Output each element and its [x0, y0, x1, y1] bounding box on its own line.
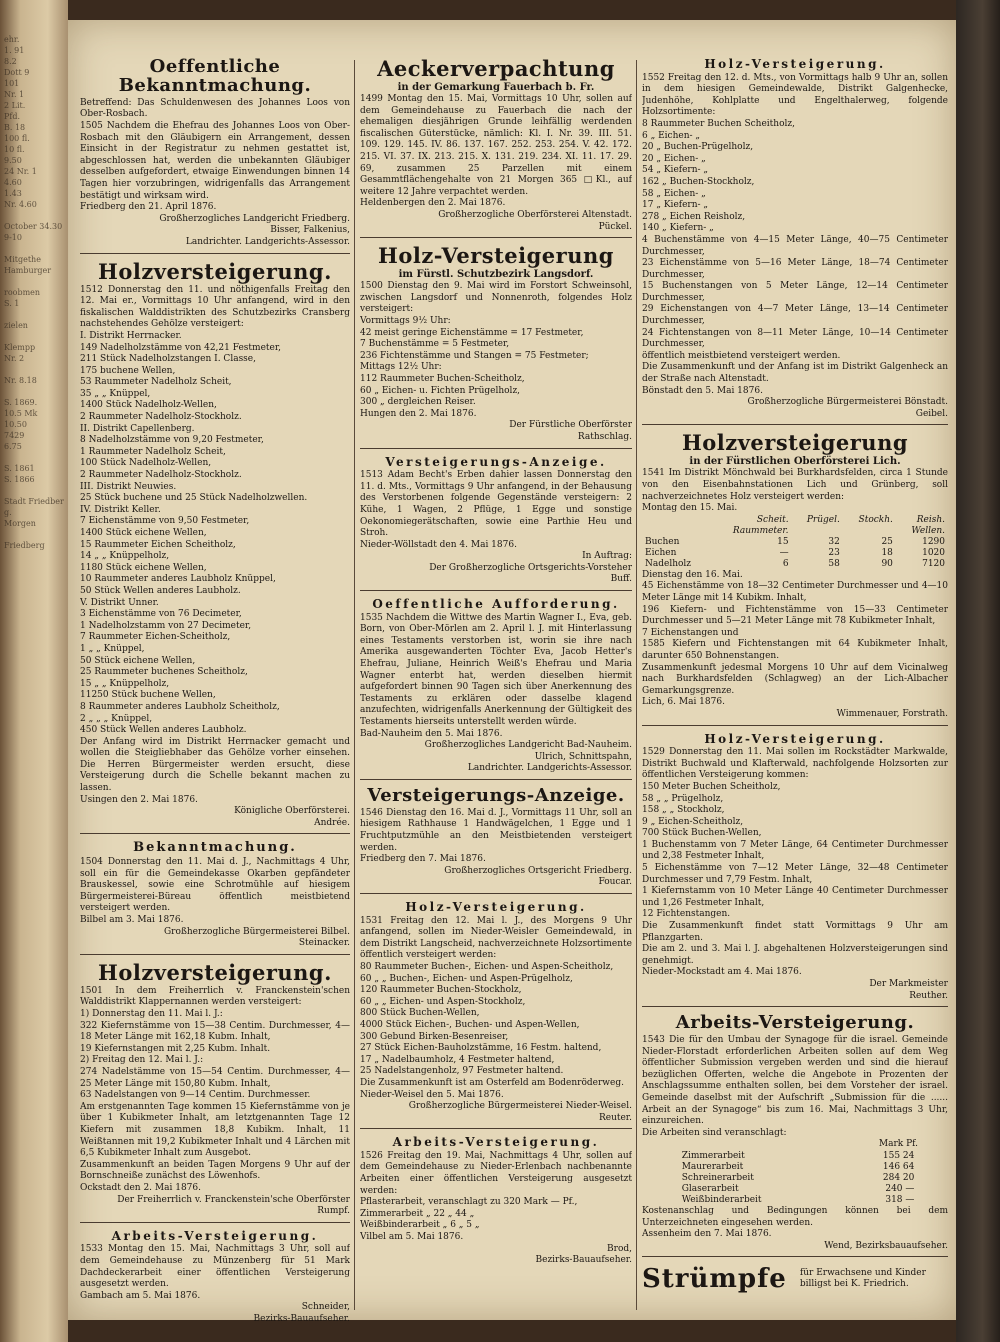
notice-signature: Der Markmeister Reuther. [869, 979, 948, 1001]
notice-signature: Der Fürstliche Oberförster Rathschlag. [509, 420, 632, 442]
table-row [679, 1151, 918, 1162]
notice-title: Holzversteigerung [681, 430, 909, 456]
wood-table [642, 515, 948, 570]
advert-text: für Erwachsene und Kinder billigst bei K. Friedrich. [799, 1268, 926, 1290]
notice-schuldenwesen [80, 54, 350, 254]
notice-text: 1546 Dienstag den 16. Mai d. J., Vormittags 11 Uhr, soll an hiesigem Rathhause 1 Handwägelchen, 1 Egge und 1 Fruchtputzmühle an den Meistbietenden versteigert werden. Friedberg den 7. Mai 1876. [360, 807, 632, 865]
notice-arbeits-versteigerung-synagoge [642, 1010, 948, 1257]
notice-title: Aeckerverpachtung [377, 56, 615, 81]
table-cell: 90 [881, 558, 893, 569]
notice-holz-versteigerung-mockstadt [642, 729, 948, 1008]
notice-versteigerungs-anzeige-woellstadt [360, 452, 632, 592]
table-cell: Nadelholz [645, 558, 692, 569]
table-cell: 318 — [885, 1195, 915, 1206]
notice-signature: Wend, Bezirksbauaufseher. [824, 1240, 948, 1251]
notice-signature: Großherzogliche Bürgermeisterei Nieder-Weisel. Reuter. [408, 1101, 632, 1123]
notice-oeffentliche-aufforderung [360, 594, 632, 780]
table-cell [642, 515, 710, 526]
notice-title: Arbeits-Versteigerung. [111, 1228, 319, 1243]
table-cell: 32 [828, 536, 840, 547]
notice-text: 1526 Freitag den 19. Mai, Nachmittags 4 Uhr, sollen auf dem Gemeindehause zu Nieder-Erlenbach nachbenannte Arbeiten einer öffentlichen Versteigerung ausgesetzt werden: Pflasterarbeit, veranschlagt zu 320 Mark — Pf., Zimmerarbeit „ 22 „ 44 „ Weißbinderarbeit „ 6 „ 5 „ Vilbel am 5. Mai 1876. [360, 1150, 632, 1243]
notice-text: 1533 Montag den 15. Mai, Nachmittags 3 Uhr, soll auf dem Gemeindehause zu Münzenberg für 51 Mark Dachdeckerarbeit einer öffentlichen Versteigerung ausgesetzt werden. Gambach am 5. Mai 1876. [80, 1244, 350, 1301]
table-cell: Wellen. [911, 525, 945, 536]
notice-text-continued: Kostenanschlag und Bedingungen können bei dem Unterzeichneten eingesehen werden. Assenheim den 7. Mai 1876. [642, 1206, 948, 1240]
advert-struempfe [642, 1260, 948, 1298]
notice-holzversteigerung-lich [642, 428, 948, 725]
notice-signature: Der Freiherrlich v. Franckenstein'sche Oberförster Rumpf. [117, 1194, 350, 1217]
table-cell: 6 [782, 558, 789, 569]
notice-signature: Großherzogliche Bürgermeisterei Bilbel. Steinacker. [163, 926, 350, 949]
left-page-fragment [0, 0, 68, 1342]
notice-holz-versteigerung-boenstadt [642, 54, 948, 425]
table-cell [792, 526, 843, 537]
notice-signature: In Auftrag: Der Großherzogliche Ortsgerichts-Vorsteher Buff. [429, 551, 632, 585]
table-cell: 25 [881, 536, 893, 547]
notice-bekanntmachung-bilbel [80, 837, 350, 954]
table-cell: 18 [881, 547, 893, 558]
notice-text: 1541 Im Distrikt Mönchwald bei Burkhardsfelden, circa 1 Stunde von den Eisenbahnstationen Lich und Grünberg, soll nachverzeichnetes Holz versteigert werden: Montag den 15. Mai. [642, 468, 948, 514]
notice-signature: Wimmenauer, Forstrath. [836, 708, 948, 719]
table-row [642, 548, 948, 559]
table-cell [642, 526, 710, 537]
notice-aeckerverpachtung [360, 54, 632, 238]
notice-title: Bekanntmachung. [133, 840, 297, 856]
table-row [679, 1162, 918, 1173]
notice-text: 1529 Donnerstag den 11. Mai sollen im Rockstädter Markwalde, Distrikt Buchwald und Klafterwald, nachfolgende Holzsorten zur öffentlichen Versteigerung kommen: 150 Meter Buchen Scheitholz, 58 „ „ Prügelholz, 158 „ „ Stockholz, 9 „ Eichen-Scheitholz, 700 Stück Buchen-Wellen, 1 Buchenstamm von 7 Meter Länge, 64 Centimeter Durchmesser und 2,38 Festmeter Inhalt, 5 Eichenstämme von 7—12 Meter Länge, 32—48 Centimeter Durchmesser und 7,79 Festm. Inhalt, 1 Kiefernstamm von 10 Meter Länge 40 Centimeter Durchmesser und 1,26 Festmeter Inhalt, 12 Fichtenstangen. Die Zusammenkunft findet statt Vormittags 9 Uhr am Pflanzgarten. Die am 2. und 3. Mai l. J. abgehaltenen Holzversteigerungen sind genehmigt. Nieder-Mockstadt am 4. Mai 1876. [642, 747, 948, 978]
table-cell: Maurerarbeit [681, 1162, 744, 1173]
notice-text: 1543 Die für den Umbau der Synagoge für die israel. Gemeinde Nieder-Florstadt erforderlichen Arbeiten sollen auf dem Weg öffentlicher Submission vergeben werden und sind die hierauf bezüglichen Offerten, welche die Angebote in Prozenten der Anschlagssumme enthalten sollen, bei dem Vorsteher der israel. Gemeinde daselbst mit der Aufschrift „Submission für die ...... Arbeit an der Synagoge“ bis zum 16. Mai, Nachmittags 3 Uhr, einzureichen. Die Arbeiten sind veranschlagt: [642, 1035, 948, 1138]
notice-holz-versteigerung-nieder-weisel [360, 897, 632, 1129]
notice-text: 1513 Adam Becht's Erben dahier lassen Donnerstag den 11. d. Mts., Vormittags 9 Uhr anfangend, in der Behausung des Verstorbenen folgende Gegenstände versteigern: 2 Kühe, 1 Wagen, 2 Pflüge, 1 Egge und sonstige Oekonomiegerätschaften, sowie eine Parthie Heu und Stroh. Nieder-Wöllstadt den 4. Mai 1876. [360, 470, 632, 550]
notice-subtitle: in der Gemarkung Fauerbach b. Fr. [397, 82, 595, 94]
notice-title: Holzversteigerung. [98, 959, 332, 985]
column-3 [642, 54, 948, 1301]
notice-arbeits-versteigerung-erlenbach [360, 1132, 632, 1271]
notice-text: 1512 Donnerstag den 11. und nöthigenfalls Freitag den 12. Mai er., Vormittags 10 Uhr anfangend, wird in den fiskalischen Walddistrikten des Schutzbezirks Cransberg nachstehendes Gehölze versteigert: I. Distrikt Herrnacker. 149 Nadelholzstämme von 42,21 Festmeter, 211 Stück Nadelholzstangen I. Classe, 175 buchene Wellen, 53 Raummeter Nadelholz Scheit, 35 „ „ Knüppel, 1400 Stück Nadelholz-Wellen, 2 Raummeter Nadelholz-Stockholz. II. Distrikt Capellenberg. 8 Nadelholzstämme von 9,20 Festmeter, 1 Raummeter Nadelholz Scheit, 100 Stück Nadelholz-Wellen, 2 Raummeter Nadelholz-Stockholz. III. Distrikt Neuwies. 25 Stück buchene und 25 Stück Nadelholzwellen. IV. Distrikt Keller. 7 Eichenstämme von 9,50 Festmeter, 1400 Stück eichene Wellen, 15 Raummeter Eichen Scheitholz, 14 „ „ Knüppelholz, 1180 Stück eichene Wellen, 10 Raummeter anderes Laubholz Knüppel, 50 Stück Wellen anderes Laubholz. V. Distrikt Unner. 3 Eichenstämme von 76 Decimeter, 1 Nadelholzstamm von 27 Decimeter, 7 Raummeter Eichen-Scheitholz, 1 „ „ Knüppel, 50 Stück eichene Wellen, 25 Raummeter buchenes Scheitholz, 15 „ „ Knüppelholz, 11250 Stück buchene Wellen, 8 Raummeter anderes Laubholz Scheitholz, 2 „ „ „ Knüppel, 450 Stück Wellen anderes Laubholz. Der Anfang wird im Distrikt Herrnacker gemacht und wollen die Steigliebhaber das Gehölze vorher einsehen. Die Herren Bürgermeister werden ersucht, diese Versteigerung durch die Schelle bekannt machen zu lassen. Usingen den 2. Mai 1876. [80, 284, 350, 805]
table-cell: Scheit. [756, 514, 789, 525]
table-cell: 1020 [922, 547, 945, 558]
notice-text: 1535 Nachdem die Wittwe des Martin Wagner I., Eva, geb. Born, von Ober-Mörlen am 2. April l. J. mit Hinterlassung eines Testaments verstorben ist, worin sie ihre nach Amerika ausgewanderten Töchter Eva, Jacob Hetter's Ehefrau, Juliane, Heinrich Weiß's Ehefrau und Maria Wagner enterbt hat, werden dieselben hiermit aufgefordert binnen 90 Tagen sich über Anerkennung des Testaments zu erklären oder dasselbe klagend anzufechten, widrigenfalls Anerkennung der Gültigkeit des Testaments hierseits unterstellt werden würde. Bad-Nauheim den 5. Mai 1876. [360, 612, 632, 739]
column-rule [354, 60, 355, 1310]
table-cell: Zimmerarbeit [681, 1151, 745, 1162]
cost-header: Mark Pf. [878, 1139, 918, 1150]
notice-title: Holz-Versteigerung. [704, 731, 886, 746]
notice-title: Oeffentliche Aufforderung. [372, 597, 620, 612]
table-cell: Raummeter. [732, 525, 789, 536]
table-row [679, 1184, 918, 1195]
table-cell: Buchen [645, 536, 680, 547]
column-1 [80, 54, 350, 1333]
table-cell: 240 — [885, 1184, 915, 1195]
notice-text: 1500 Dienstag den 9. Mai wird im Forstort Schweinsohl, zwischen Langsdorf und Nonnenroth, folgendes Holz versteigert: Vormittags 9½ Uhr: 42 meist geringe Eichenstämme = 17 Festmeter, 7 Buchenstämme = 5 Festmeter, 236 Fichtenstämme und Stangen = 75 Festmeter; Mittags 12½ Uhr: 112 Raummeter Buchen-Scheitholz, 60 „ Eichen- u. Fichten Prügelholz, 300 „ dergleichen Reiser. Hungen den 2. Mai 1876. [360, 281, 632, 419]
page-edge [956, 0, 1000, 1342]
notice-text: 1499 Montag den 15. Mai, Vormittags 10 Uhr, sollen auf dem Gemeindehause zu Fauerbach die nach der ehemaligen diesjährigen Grunde leihfällig werdenden fiscalischen Güterstücke, nämlich: Kl. I. Nr. 39. III. 51. 109. 129. 145. IV. 86. 137. 167. 252. 253. 254. V. 42. 172. 215. VI. 37. IX. 213. 215. X. 131. 219. 234. XI. 11. 17. 29. 69, zusammen 25 Parzellen mit einem Gesammtflächengehalte von 21 Morgen 365 □Kl., auf weitere 12 Jahre verpachtet werden. Heldenbergen den 2. Mai 1876. [360, 94, 632, 209]
table-cell [843, 526, 896, 537]
notice-text: 1504 Donnerstag den 11. Mai d. J., Nachmittags 4 Uhr, soll ein für die Gemeindekasse Okarben gepfändeter Brauskessel, sowie eine Schrotmühle auf hiesigem Bürgermeisterei-Büreau öffentlich meistbietend versteigert werden. Bilbel am 3. Mai 1876. [80, 857, 350, 926]
table-cell: 15 [777, 536, 789, 547]
table-cell: 1290 [922, 536, 945, 547]
notice-title: Arbeits-Versteigerung. [675, 1012, 915, 1034]
table-header-row [642, 515, 948, 526]
notice-signature: Großherzogliche Bürgermeisterei Bönstadt. Geibel. [747, 397, 948, 419]
table-cell: Stockh. [858, 514, 893, 525]
table-cell: Glaserarbeit [681, 1184, 739, 1195]
notice-title: Oeffentliche Bekanntmachung. [118, 56, 312, 96]
notice-text: 1531 Freitag den 12. Mai l. J., des Morgens 9 Uhr anfangend, sollen im Nieder-Weisler Gemeindewald, in dem Distrikt Langscheid, nachverzeichnete Holzsortimente öffentlich versteigert werden: 80 Raummeter Buchen-, Eichen- und Aspen-Scheitholz, 60 „ „ Buchen-, Eichen- und Aspen-Prügelholz, 120 Raummeter Buchen-Stockholz, 60 „ „ Eichen- und Aspen-Stockholz, 800 Stück Buchen-Wellen, 4000 Stück Eichen-, Buchen- und Aspen-Wellen, 300 Gebund Birken-Besenreiser, 27 Stück Eichen-Bauholzstämme, 16 Festm. haltend, 17 „ Nadelbaumholz, 4 Festmeter haltend, 25 Nadelstangenholz, 97 Festmeter haltend. Die Zusammenkunft ist am Osterfeld am Bodenröderweg. Nieder-Weisel den 5. Mai 1876. [360, 915, 632, 1100]
column-2 [360, 54, 632, 1274]
table-row [642, 537, 948, 548]
notice-signature: Großherzogliches Landgericht Friedberg. Bisser, Falkenius, Landrichter. Landgerichts-Assessor. [159, 213, 350, 247]
notice-signature: Großherzogliches Landgericht Bad-Nauheim. Ulrich, Schnittspahn, Landrichter. Landgerichts-Assessor. [424, 740, 632, 774]
table-cell: Weißbinderarbeit [681, 1195, 762, 1206]
notice-signature: Königliche Oberförsterei. Andrée. [234, 806, 350, 828]
table-cell: Prügel. [806, 514, 840, 525]
notice-title: Holz-Versteigerung. [704, 57, 886, 71]
notice-text: 1552 Freitag den 12. d. Mts., von Vormittags halb 9 Uhr an, sollen in dem hiesigen Gemeindewalde, Distrikt Galgenhecke, Judenhöhe, Kohlplatte und Engelthalerweg, folgende Holzsortimente: 8 Raummeter Buchen Scheitholz, 6 „ Eichen- „ 20 „ Buchen-Prügelholz, 20 „ Eichen- „ 54 „ Kiefern- „ 162 „ Buchen-Stockholz, 58 „ Eichen- „ 17 „ Kiefern- „ 278 „ Eichen Reisholz, 140 „ Kiefern- „ 4 Buchenstämme von 4—15 Meter Länge, 40—75 Centimeter Durchmesser, 23 Eichenstämme von 5—16 Meter Länge, 18—74 Centimeter Durchmesser, 15 Buchenstangen von 5 Meter Länge, 12—14 Centimeter Durchmesser, 29 Eichenstangen von 4—7 Meter Länge, 13—14 Centimeter Durchmesser, 24 Fichtenstangen von 8—11 Meter Länge, 10—14 Centimeter Durchmesser, öffentlich meistbietend versteigert werden. Die Zusammenkunft und der Anfang ist im Distrikt Galgenheck an der Straße nach Altenstadt. Bönstadt den 5. Mai 1876. [642, 72, 948, 396]
notice-title: Holzversteigerung. [98, 258, 332, 284]
notice-signature: Großherzogliches Ortsgericht Friedberg. Foucar. [444, 865, 632, 888]
table-cell: 155 24 [882, 1151, 915, 1162]
table-cell: Reish. [916, 514, 945, 525]
table-header-row [642, 526, 948, 537]
notice-versteigerungs-anzeige-friedberg [360, 783, 632, 894]
table-cell: 146 64 [882, 1162, 915, 1173]
table-cell: 7120 [922, 558, 945, 569]
newspaper-page [68, 20, 956, 1324]
cost-table [679, 1151, 918, 1206]
notice-text: Betreffend: Das Schuldenwesen des Johannes Loos von Ober-Rosbach. 1505 Nachdem die Ehefrau des Johannes Loos von Ober-Rosbach mit den Gläubigern ein Arrangement, dessen Einsicht in der Registratur zu nehmen gestattet ist, abgeschlossen hat, werden die unbekannten Gläubiger desselben aufgefordert, etwaige Einwendungen binnen 14 Tagen hier vorzubringen, widrigenfalls das Arrangement bestätigt und wirksam wird. Friedberg den 21. April 1876. [80, 97, 350, 213]
notice-holz-versteigerung-langsdorf [360, 241, 632, 448]
left-page-fragment-text: ehr. 1. 91 8.2 Dott 9 101 Nr. 1 2 Lit. Pfd. B. 18 100 fl. 10 fl. 9.50 24 Nr. 1 4.60 1.43 Nr. 4.60 October 34.30 9-10 Mitgethe Hamburger roobmen S. 1 zielen Klempp Nr. 2 Nr. 8.18 S. 1869. 10.5 Mk 10.50 7429 6.75 S. 1861 S. 1866 Stadt Friedberg. Morgen Friedberg [4, 35, 64, 550]
notice-arbeits-versteigerung-gambach [80, 1226, 350, 1330]
notice-text-continued: Dienstag den 16. Mai. 45 Eichenstämme von 18—32 Centimeter Durchmesser und 4—10 Meter Länge mit 14 Kubikm. Inhalt, 196 Kiefern- und Fichtenstämme von 15—33 Centimeter Durchmesser und 5—21 Meter Länge mit 78 Kubikmeter Inhalt, 7 Eichenstangen und 1585 Kiefern und Fichtenstangen mit 64 Kubikmeter Inhalt, darunter 650 Bohnenstangen. Zusammenkunft jedesmal Morgens 10 Uhr auf dem Vicinalweg nach Burkhardsfelden (Schlagweg) an der Lich-Albacher Gemarkungsgrenze. Lich, 6. Mai 1876. [642, 569, 948, 708]
table-cell: Eichen [645, 547, 677, 558]
table-cell: Schreinerarbeit [681, 1173, 754, 1184]
notice-title: Arbeits-Versteigerung. [392, 1135, 600, 1150]
notice-signature: Schneider, Bezirks-Bauaufseher. [253, 1302, 350, 1324]
advert-title: Strümpfe [642, 1264, 787, 1295]
notice-title: Versteigerungs-Anzeige. [367, 784, 625, 806]
notice-holzversteigerung-usingen [80, 257, 350, 835]
table-cell: 23 [828, 547, 840, 558]
notice-signature: Großherzogliche Oberförsterei Altenstadt. Pückel. [438, 209, 632, 232]
notice-title: Holz-Versteigerung [378, 243, 614, 269]
table-cell: 58 [828, 558, 840, 569]
notice-text: 1501 In dem Freiherrlich v. Franckenstein'schen Walddistrikt Klappernannen werden versteigert: 1) Donnerstag den 11. Mai l. J.: 322 Kiefernstämme von 15—38 Centim. Durchmesser, 4—18 Meter Länge mit 162,18 Kubm. Inhalt, 19 Kiefernstangen mit 2,25 Kubm. Inhalt. 2) Freitag den 12. Mai l. J.: 274 Nadelstämme von 15—54 Centim. Durchmesser, 4—25 Meter Länge mit 150,80 Kubm. Inhalt, 63 Nadelstangen von 9—14 Centim. Durchmesser. Am erstgenannten Tage kommen 15 Kiefernstämme von je über 1 Kubikmeter Inhalt, am letztgenannten Tage 12 Kiefern mit zusammen 18,8 Kubikm. Inhalt, 11 Weißtannen mit 19,2 Kubikmeter Inhalt und 4 Lärchen mit 6,5 Kubikmeter Inhalt zum Ausgebot. Zusammenkunft an beiden Tagen Morgens 9 Uhr auf der Bornschneiße zunächst des Löwenhofs. Ockstadt den 2. Mai 1876. [80, 985, 350, 1193]
notice-signature: Brod, Bezirks-Bauaufseher. [535, 1243, 632, 1266]
table-cell: 284 20 [882, 1173, 915, 1184]
notice-subtitle: im Fürstl. Schutzbezirk Langsdorf. [398, 269, 594, 281]
notice-subtitle: in der Fürstlichen Oberförsterei Lich. [689, 456, 901, 468]
notice-title: Holz-Versteigerung. [405, 900, 587, 915]
notice-holzversteigerung-ockstadt [80, 958, 350, 1223]
table-row [679, 1173, 918, 1184]
table-row [642, 559, 948, 570]
notice-title: Versteigerungs-Anzeige. [385, 454, 607, 469]
column-rule [636, 60, 637, 1310]
table-row [679, 1195, 918, 1206]
table-cell: — [779, 547, 789, 558]
